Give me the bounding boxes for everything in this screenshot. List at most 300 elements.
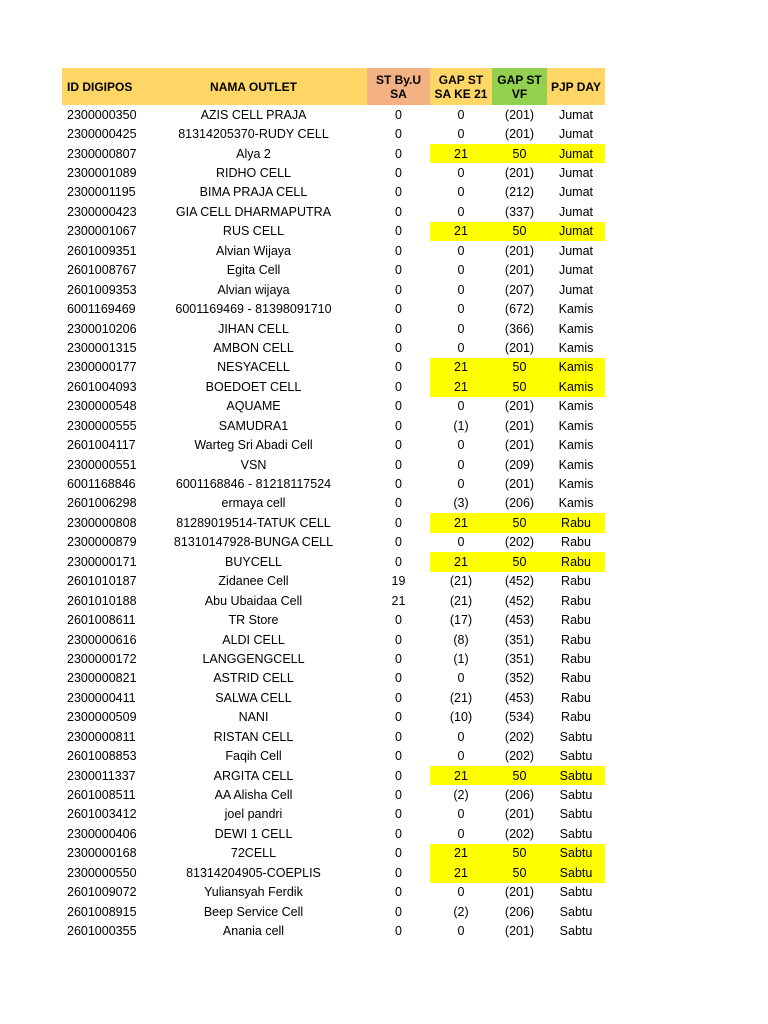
- cell-id-digipos[interactable]: 2601009351: [67, 243, 137, 258]
- table-row: [62, 552, 605, 571]
- table-row: [62, 338, 605, 357]
- cell-nama-outlet[interactable]: Alvian Wijaya: [215, 243, 292, 258]
- cell-pjp-day[interactable]: Rabu: [561, 632, 591, 647]
- cell-st-byu-sa[interactable]: 0: [395, 535, 402, 550]
- cell-gap-st-sa-ke-21[interactable]: 0: [457, 477, 465, 492]
- cell-nama-outlet[interactable]: NESYACELL: [217, 360, 290, 375]
- header-gap-st-sa-ke-21[interactable]: GAP ST SA KE 21: [430, 68, 492, 105]
- cell-st-byu-sa[interactable]: 0: [395, 768, 402, 783]
- cell-gap-st-sa-ke-21[interactable]: 0: [457, 885, 465, 900]
- table-row: [62, 144, 605, 163]
- cell-st-byu-sa[interactable]: 0: [395, 690, 402, 705]
- cell-id-digipos[interactable]: 2300000807: [67, 146, 137, 161]
- cell-st-byu-sa[interactable]: 0: [395, 671, 402, 686]
- cell-nama-outlet[interactable]: ASTRID CELL: [213, 671, 294, 686]
- cell-nama-outlet[interactable]: DEWI 1 CELL: [214, 826, 293, 841]
- cell-nama-outlet[interactable]: Yuliansyah Ferdik: [204, 885, 303, 900]
- cell-id-digipos[interactable]: 2300000555: [67, 418, 137, 433]
- cell-pjp-day[interactable]: Jumat: [558, 185, 594, 200]
- cell-nama-outlet[interactable]: Faqih Cell: [225, 749, 282, 764]
- cell-pjp-day[interactable]: Kamis: [558, 302, 594, 317]
- table-row: [62, 299, 605, 318]
- cell-pjp-day[interactable]: Jumat: [558, 204, 594, 219]
- cell-nama-outlet[interactable]: RUS CELL: [222, 224, 285, 239]
- cell-id-digipos[interactable]: 2300001089: [67, 166, 137, 181]
- table-row: [62, 669, 605, 688]
- cell-gap-st-sa-ke-21[interactable]: 21: [430, 863, 492, 882]
- cell-pjp-day[interactable]: Sabtu: [559, 826, 593, 841]
- cell-st-byu-sa[interactable]: 0: [395, 263, 402, 278]
- table-row: [62, 863, 605, 882]
- cell-pjp-day[interactable]: Sabtu: [559, 749, 593, 764]
- cell-st-byu-sa[interactable]: 0: [395, 749, 402, 764]
- cell-id-digipos[interactable]: 2601008611: [67, 613, 136, 628]
- table-row: [62, 319, 605, 338]
- cell-gap-st-vf[interactable]: (453): [504, 690, 535, 705]
- cell-nama-outlet[interactable]: BUYCELL: [225, 554, 282, 569]
- cell-st-byu-sa[interactable]: 0: [395, 340, 402, 355]
- table-row: [62, 824, 605, 843]
- table-row: [62, 533, 605, 552]
- cell-pjp-day[interactable]: Kamis: [558, 340, 594, 355]
- cell-st-byu-sa[interactable]: 0: [395, 224, 402, 239]
- cell-pjp-day[interactable]: Sabtu: [559, 904, 593, 919]
- cell-id-digipos[interactable]: 2300000811: [67, 729, 136, 744]
- cell-id-digipos[interactable]: 2300000423: [67, 204, 137, 219]
- cell-id-digipos[interactable]: 2300001315: [67, 340, 137, 355]
- cell-gap-st-vf[interactable]: (201): [504, 263, 535, 278]
- table-row: [62, 921, 605, 940]
- cell-pjp-day[interactable]: Sabtu: [559, 788, 593, 803]
- cell-pjp-day[interactable]: Sabtu: [559, 807, 593, 822]
- cell-st-byu-sa[interactable]: 0: [395, 282, 402, 297]
- cell-st-byu-sa[interactable]: 0: [395, 924, 402, 939]
- cell-gap-st-vf[interactable]: 50: [492, 222, 547, 241]
- cell-gap-st-vf[interactable]: (202): [504, 535, 535, 550]
- header-nama-outlet[interactable]: NAMA OUTLET: [140, 68, 367, 105]
- cell-nama-outlet[interactable]: ARGITA CELL: [213, 768, 294, 783]
- cell-nama-outlet[interactable]: GIA CELL DHARMAPUTRA: [175, 204, 332, 219]
- cell-id-digipos[interactable]: 2300010206: [67, 321, 137, 336]
- cell-gap-st-vf[interactable]: (202): [504, 749, 535, 764]
- table-row: [62, 513, 605, 532]
- cell-gap-st-sa-ke-21[interactable]: (21): [449, 593, 473, 608]
- cell-id-digipos[interactable]: 2601003412: [67, 807, 137, 822]
- cell-gap-st-sa-ke-21[interactable]: 0: [457, 302, 465, 317]
- cell-pjp-day[interactable]: Kamis: [558, 418, 594, 433]
- cell-id-digipos[interactable]: 2300001067: [67, 224, 137, 239]
- cell-nama-outlet[interactable]: 81314204905-COEPLIS: [186, 865, 321, 880]
- cell-st-byu-sa[interactable]: 0: [395, 438, 402, 453]
- cell-nama-outlet[interactable]: Warteg Sri Abadi Cell: [194, 438, 313, 453]
- cell-st-byu-sa[interactable]: 0: [395, 379, 402, 394]
- cell-st-byu-sa[interactable]: 0: [395, 107, 402, 122]
- cell-gap-st-vf[interactable]: (452): [504, 574, 535, 589]
- cell-pjp-day[interactable]: Jumat: [558, 107, 594, 122]
- cell-id-digipos[interactable]: 2300001195: [67, 185, 136, 200]
- cell-nama-outlet[interactable]: LANGGENGCELL: [202, 651, 305, 666]
- cell-gap-st-vf[interactable]: 50: [492, 358, 547, 377]
- cell-gap-st-sa-ke-21[interactable]: 0: [457, 321, 465, 336]
- cell-st-byu-sa[interactable]: 0: [395, 632, 402, 647]
- cell-st-byu-sa[interactable]: 0: [395, 457, 402, 472]
- cell-pjp-day[interactable]: Rabu: [561, 690, 591, 705]
- table-row: [62, 630, 605, 649]
- cell-gap-st-vf[interactable]: (209): [504, 457, 535, 472]
- cell-st-byu-sa[interactable]: 0: [395, 865, 402, 880]
- cell-nama-outlet[interactable]: SALWA CELL: [215, 690, 292, 705]
- cell-id-digipos[interactable]: 2601009072: [67, 885, 137, 900]
- cell-gap-st-sa-ke-21[interactable]: 0: [457, 107, 465, 122]
- cell-gap-st-sa-ke-21[interactable]: 0: [457, 127, 465, 142]
- cell-nama-outlet[interactable]: Egita Cell: [226, 263, 281, 278]
- cell-gap-st-sa-ke-21[interactable]: 0: [457, 457, 465, 472]
- cell-st-byu-sa[interactable]: 0: [395, 321, 402, 336]
- table-row: [62, 785, 605, 804]
- cell-id-digipos[interactable]: 2300000350: [67, 107, 137, 122]
- table-row: [62, 591, 605, 610]
- cell-gap-st-sa-ke-21[interactable]: (10): [449, 710, 473, 725]
- cell-nama-outlet[interactable]: VSN: [240, 457, 267, 472]
- cell-gap-st-sa-ke-21[interactable]: 21: [430, 358, 492, 377]
- header-gap-st-vf[interactable]: GAP ST VF: [492, 68, 547, 105]
- cell-gap-st-sa-ke-21[interactable]: 21: [430, 552, 492, 571]
- cell-id-digipos[interactable]: 2300000808: [67, 515, 137, 530]
- cell-nama-outlet[interactable]: 81314205370-RUDY CELL: [178, 127, 329, 142]
- cell-id-digipos[interactable]: 2300000171: [67, 554, 137, 569]
- table-row: [62, 105, 605, 124]
- cell-pjp-day[interactable]: Rabu: [561, 613, 591, 628]
- cell-gap-st-vf[interactable]: (202): [504, 826, 535, 841]
- cell-gap-st-vf[interactable]: (351): [504, 632, 535, 647]
- cell-gap-st-vf[interactable]: 50: [492, 844, 547, 863]
- cell-nama-outlet[interactable]: RIDHO CELL: [215, 166, 292, 181]
- cell-pjp-day[interactable]: Jumat: [558, 282, 594, 297]
- cell-id-digipos[interactable]: 2300000616: [67, 632, 137, 647]
- cell-gap-st-vf[interactable]: 50: [492, 513, 547, 532]
- cell-st-byu-sa[interactable]: 0: [395, 515, 402, 530]
- cell-gap-st-vf[interactable]: (534): [504, 710, 535, 725]
- cell-gap-st-sa-ke-21[interactable]: 0: [457, 535, 465, 550]
- header-row: [62, 68, 605, 105]
- cell-gap-st-sa-ke-21[interactable]: 0: [457, 340, 465, 355]
- cell-gap-st-vf[interactable]: (212): [504, 185, 535, 200]
- cell-pjp-day[interactable]: Kamis: [558, 321, 594, 336]
- cell-nama-outlet[interactable]: JIHAN CELL: [218, 321, 289, 336]
- cell-pjp-day[interactable]: Jumat: [558, 127, 594, 142]
- cell-st-byu-sa[interactable]: 0: [395, 554, 402, 569]
- cell-nama-outlet[interactable]: Zidanee Cell: [218, 574, 289, 589]
- cell-gap-st-vf[interactable]: (201): [504, 127, 535, 142]
- cell-gap-st-sa-ke-21[interactable]: 21: [430, 144, 492, 163]
- cell-gap-st-vf[interactable]: (453): [504, 613, 535, 628]
- cell-nama-outlet[interactable]: TR Store: [228, 613, 279, 628]
- cell-nama-outlet[interactable]: RISTAN CELL: [213, 729, 294, 744]
- cell-gap-st-sa-ke-21[interactable]: 0: [457, 243, 465, 258]
- cell-pjp-day[interactable]: Sabtu: [559, 729, 593, 744]
- cell-gap-st-sa-ke-21[interactable]: 21: [430, 513, 492, 532]
- cell-gap-st-vf[interactable]: (351): [504, 651, 535, 666]
- cell-nama-outlet[interactable]: 81289019514-TATUK CELL: [176, 515, 331, 530]
- table-row: [62, 494, 605, 513]
- cell-st-byu-sa[interactable]: 0: [395, 204, 402, 219]
- cell-id-digipos[interactable]: 2300011337: [67, 768, 136, 783]
- cell-nama-outlet[interactable]: AZIS CELL PRAJA: [200, 107, 307, 122]
- cell-gap-st-vf[interactable]: 50: [492, 377, 547, 396]
- cell-st-byu-sa[interactable]: 0: [395, 788, 402, 803]
- cell-nama-outlet[interactable]: 6001169469 - 81398091710: [175, 302, 332, 317]
- cell-pjp-day[interactable]: Kamis: [558, 438, 594, 453]
- table-row: [62, 474, 605, 493]
- cell-nama-outlet[interactable]: 6001168846 - 81218117524: [175, 477, 332, 492]
- cell-pjp-day[interactable]: Jumat: [558, 243, 594, 258]
- table-row: [62, 183, 605, 202]
- table-row: [62, 766, 605, 785]
- cell-gap-st-vf[interactable]: (206): [504, 788, 535, 803]
- cell-id-digipos[interactable]: 2300000879: [67, 535, 137, 550]
- cell-st-byu-sa[interactable]: 0: [395, 885, 402, 900]
- cell-id-digipos[interactable]: 2300000406: [67, 826, 137, 841]
- cell-st-byu-sa[interactable]: 0: [395, 127, 402, 142]
- cell-st-byu-sa[interactable]: 19: [391, 574, 406, 589]
- cell-pjp-day[interactable]: Kamis: [558, 457, 594, 472]
- cell-gap-st-vf[interactable]: (202): [504, 729, 535, 744]
- cell-id-digipos[interactable]: 2601008767: [67, 263, 137, 278]
- cell-st-byu-sa[interactable]: 0: [395, 185, 402, 200]
- cell-id-digipos[interactable]: 2300000551: [67, 457, 137, 472]
- cell-gap-st-sa-ke-21[interactable]: (1): [453, 418, 469, 433]
- cell-id-digipos[interactable]: 2601004093: [67, 379, 137, 394]
- cell-gap-st-vf[interactable]: 50: [492, 552, 547, 571]
- cell-gap-st-sa-ke-21[interactable]: 0: [457, 924, 465, 939]
- cell-gap-st-sa-ke-21[interactable]: 21: [430, 377, 492, 396]
- table-row: [62, 649, 605, 668]
- cell-gap-st-vf[interactable]: (352): [504, 671, 535, 686]
- cell-pjp-day[interactable]: Rabu: [561, 535, 591, 550]
- cell-nama-outlet[interactable]: Alya 2: [236, 146, 271, 161]
- cell-st-byu-sa[interactable]: 0: [395, 418, 402, 433]
- cell-id-digipos[interactable]: 2300000168: [67, 846, 137, 861]
- cell-pjp-day[interactable]: Sabtu: [547, 766, 605, 785]
- cell-id-digipos[interactable]: 2300000509: [67, 710, 137, 725]
- cell-gap-st-vf[interactable]: 50: [492, 863, 547, 882]
- table-row: [62, 688, 605, 707]
- cell-gap-st-vf[interactable]: (201): [504, 885, 535, 900]
- cell-id-digipos[interactable]: 2601010188: [67, 593, 137, 608]
- table-row: [62, 610, 605, 629]
- cell-gap-st-vf[interactable]: (201): [504, 399, 535, 414]
- cell-id-digipos[interactable]: 6001169469: [67, 302, 136, 317]
- cell-pjp-day[interactable]: Kamis: [547, 358, 605, 377]
- cell-id-digipos[interactable]: 2300000550: [67, 865, 137, 880]
- cell-st-byu-sa[interactable]: 0: [395, 651, 402, 666]
- cell-id-digipos[interactable]: 2601010187: [67, 574, 137, 589]
- cell-gap-st-sa-ke-21[interactable]: 0: [457, 166, 465, 181]
- cell-st-byu-sa[interactable]: 0: [395, 807, 402, 822]
- cell-gap-st-sa-ke-21[interactable]: (1): [453, 651, 469, 666]
- header-id-digipos[interactable]: ID DIGIPOS: [62, 68, 140, 105]
- table-header: [62, 68, 605, 105]
- cell-nama-outlet[interactable]: 81310147928-BUNGA CELL: [173, 535, 334, 550]
- cell-nama-outlet[interactable]: joel pandri: [224, 807, 283, 822]
- cell-gap-st-vf[interactable]: (201): [504, 418, 535, 433]
- table-row: [62, 708, 605, 727]
- cell-gap-st-sa-ke-21[interactable]: 0: [457, 729, 465, 744]
- cell-id-digipos[interactable]: 2601008853: [67, 749, 137, 764]
- cell-gap-st-sa-ke-21[interactable]: (3): [453, 496, 469, 511]
- cell-gap-st-sa-ke-21[interactable]: 0: [457, 282, 465, 297]
- cell-nama-outlet[interactable]: SAMUDRA1: [218, 418, 289, 433]
- cell-gap-st-vf[interactable]: (672): [504, 302, 535, 317]
- cell-pjp-day[interactable]: Kamis: [547, 377, 605, 396]
- cell-gap-st-sa-ke-21[interactable]: (2): [453, 788, 469, 803]
- cell-st-byu-sa[interactable]: 0: [395, 496, 402, 511]
- cell-pjp-day[interactable]: Jumat: [558, 166, 594, 181]
- cell-nama-outlet[interactable]: BIMA PRAJA CELL: [199, 185, 308, 200]
- cell-pjp-day[interactable]: Rabu: [561, 671, 591, 686]
- cell-st-byu-sa[interactable]: 0: [395, 360, 402, 375]
- cell-st-byu-sa[interactable]: 0: [395, 846, 402, 861]
- cell-gap-st-vf[interactable]: (452): [504, 593, 535, 608]
- cell-gap-st-vf[interactable]: (337): [504, 204, 535, 219]
- cell-nama-outlet[interactable]: ermaya cell: [221, 496, 286, 511]
- cell-st-byu-sa[interactable]: 0: [395, 613, 402, 628]
- table-row: [62, 280, 605, 299]
- cell-gap-st-vf[interactable]: (201): [504, 166, 535, 181]
- cell-gap-st-sa-ke-21[interactable]: 21: [430, 222, 492, 241]
- cell-id-digipos[interactable]: 2300000411: [67, 690, 136, 705]
- cell-st-byu-sa[interactable]: 0: [395, 146, 402, 161]
- cell-gap-st-sa-ke-21[interactable]: 0: [457, 204, 465, 219]
- cell-nama-outlet[interactable]: Beep Service Cell: [203, 904, 304, 919]
- cell-nama-outlet[interactable]: ALDI CELL: [222, 632, 285, 647]
- cell-gap-st-vf[interactable]: (201): [504, 438, 535, 453]
- cell-nama-outlet[interactable]: NANI: [238, 710, 269, 725]
- cell-gap-st-vf[interactable]: 50: [492, 144, 547, 163]
- cell-gap-st-vf[interactable]: (206): [504, 496, 535, 511]
- cell-pjp-day[interactable]: Jumat: [558, 263, 594, 278]
- cell-gap-st-sa-ke-21[interactable]: 0: [457, 807, 465, 822]
- table-row: [62, 902, 605, 921]
- cell-st-byu-sa[interactable]: 0: [395, 243, 402, 258]
- cell-pjp-day[interactable]: Rabu: [547, 552, 605, 571]
- cell-gap-st-vf[interactable]: (201): [504, 807, 535, 822]
- cell-pjp-day[interactable]: Rabu: [561, 593, 591, 608]
- cell-pjp-day[interactable]: Sabtu: [559, 885, 593, 900]
- table-row: [62, 455, 605, 474]
- table-row: [62, 805, 605, 824]
- cell-gap-st-sa-ke-21[interactable]: 0: [457, 749, 465, 764]
- cell-gap-st-vf[interactable]: (201): [504, 924, 535, 939]
- cell-nama-outlet[interactable]: BOEDOET CELL: [205, 379, 302, 394]
- table-row: [62, 124, 605, 143]
- table-row: [62, 883, 605, 902]
- cell-id-digipos[interactable]: 2601008511: [67, 788, 136, 803]
- cell-gap-st-vf[interactable]: (201): [504, 477, 535, 492]
- cell-id-digipos[interactable]: 2601009353: [67, 282, 137, 297]
- cell-pjp-day[interactable]: Rabu: [547, 513, 605, 532]
- cell-gap-st-sa-ke-21[interactable]: (8): [453, 632, 469, 647]
- header-st-byu-sa[interactable]: ST By.U SA: [367, 68, 430, 105]
- cell-gap-st-vf[interactable]: (201): [504, 340, 535, 355]
- cell-st-byu-sa[interactable]: 21: [391, 593, 406, 608]
- cell-gap-st-vf[interactable]: (201): [504, 107, 535, 122]
- cell-gap-st-sa-ke-21[interactable]: 0: [457, 671, 465, 686]
- cell-gap-st-vf[interactable]: (206): [504, 904, 535, 919]
- cell-gap-st-vf[interactable]: (207): [504, 282, 535, 297]
- cell-id-digipos[interactable]: 2300000172: [67, 651, 137, 666]
- cell-id-digipos[interactable]: 2300000548: [67, 399, 137, 414]
- cell-pjp-day[interactable]: Kamis: [558, 399, 594, 414]
- table-row: [62, 746, 605, 765]
- cell-st-byu-sa[interactable]: 0: [395, 729, 402, 744]
- cell-gap-st-sa-ke-21[interactable]: (17): [449, 613, 473, 628]
- cell-gap-st-sa-ke-21[interactable]: 0: [457, 185, 465, 200]
- cell-gap-st-vf[interactable]: (366): [504, 321, 535, 336]
- table-row: [62, 572, 605, 591]
- cell-st-byu-sa[interactable]: 0: [395, 477, 402, 492]
- table-row: [62, 727, 605, 746]
- cell-pjp-day[interactable]: Sabtu: [559, 924, 593, 939]
- cell-st-byu-sa[interactable]: 0: [395, 904, 402, 919]
- cell-id-digipos[interactable]: 2300000177: [67, 360, 137, 375]
- cell-pjp-day[interactable]: Rabu: [561, 574, 591, 589]
- cell-nama-outlet[interactable]: 72CELL: [230, 846, 277, 861]
- cell-id-digipos[interactable]: 2601006298: [67, 496, 137, 511]
- cell-pjp-day[interactable]: Rabu: [561, 651, 591, 666]
- cell-id-digipos[interactable]: 6001168846: [67, 477, 136, 492]
- cell-gap-st-sa-ke-21[interactable]: 0: [457, 399, 465, 414]
- cell-gap-st-sa-ke-21[interactable]: 21: [430, 766, 492, 785]
- cell-nama-outlet[interactable]: AA Alisha Cell: [214, 788, 293, 803]
- cell-id-digipos[interactable]: 2601008915: [67, 904, 137, 919]
- cell-id-digipos[interactable]: 2601004117: [67, 438, 136, 453]
- table-row: [62, 163, 605, 182]
- cell-pjp-day[interactable]: Kamis: [558, 496, 594, 511]
- header-pjp-day[interactable]: PJP DAY: [547, 68, 605, 105]
- cell-nama-outlet[interactable]: Anania cell: [222, 924, 285, 939]
- cell-gap-st-vf[interactable]: 50: [492, 766, 547, 785]
- cell-nama-outlet[interactable]: AMBON CELL: [213, 340, 294, 355]
- cell-gap-st-sa-ke-21[interactable]: 0: [457, 438, 465, 453]
- cell-gap-st-sa-ke-21[interactable]: (21): [449, 574, 473, 589]
- cell-nama-outlet[interactable]: Abu Ubaidaa Cell: [204, 593, 303, 608]
- cell-pjp-day[interactable]: Kamis: [558, 477, 594, 492]
- cell-pjp-day[interactable]: Jumat: [547, 144, 605, 163]
- cell-st-byu-sa[interactable]: 0: [395, 710, 402, 725]
- cell-pjp-day[interactable]: Sabtu: [547, 863, 605, 882]
- cell-id-digipos[interactable]: 2601000355: [67, 924, 137, 939]
- cell-gap-st-sa-ke-21[interactable]: 0: [457, 263, 465, 278]
- cell-st-byu-sa[interactable]: 0: [395, 399, 402, 414]
- cell-gap-st-sa-ke-21[interactable]: (2): [453, 904, 469, 919]
- cell-nama-outlet[interactable]: Alvian wijaya: [217, 282, 290, 297]
- cell-st-byu-sa[interactable]: 0: [395, 302, 402, 317]
- spreadsheet: [62, 68, 602, 941]
- cell-st-byu-sa[interactable]: 0: [395, 166, 402, 181]
- cell-id-digipos[interactable]: 2300000821: [67, 671, 137, 686]
- cell-pjp-day[interactable]: Sabtu: [547, 844, 605, 863]
- cell-pjp-day[interactable]: Jumat: [547, 222, 605, 241]
- cell-gap-st-sa-ke-21[interactable]: (21): [449, 690, 473, 705]
- cell-pjp-day[interactable]: Rabu: [561, 710, 591, 725]
- cell-gap-st-sa-ke-21[interactable]: 0: [457, 826, 465, 841]
- cell-gap-st-sa-ke-21[interactable]: 21: [430, 844, 492, 863]
- cell-id-digipos[interactable]: 2300000425: [67, 127, 137, 142]
- cell-nama-outlet[interactable]: AQUAME: [226, 399, 281, 414]
- cell-st-byu-sa[interactable]: 0: [395, 826, 402, 841]
- cell-gap-st-vf[interactable]: (201): [504, 243, 535, 258]
